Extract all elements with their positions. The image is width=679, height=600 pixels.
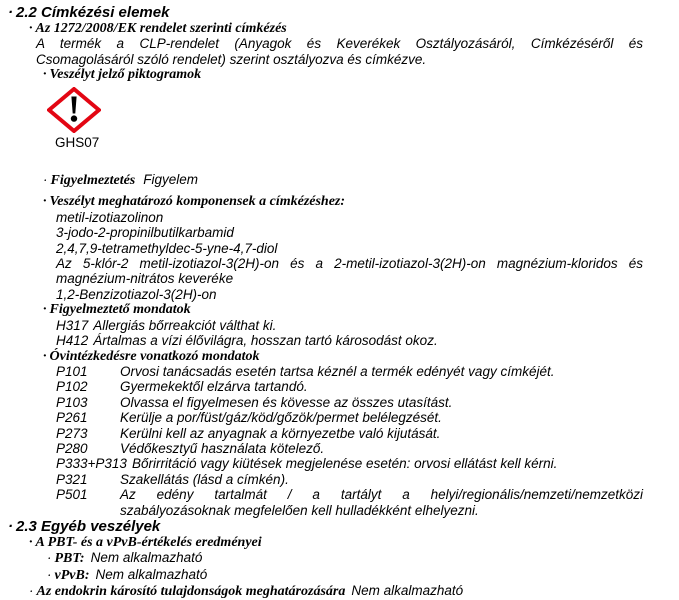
precautionary-statements-heading — [0, 349, 679, 364]
section-2-3-heading-text: 2.3 Egyéb veszélyek — [16, 517, 161, 535]
component-item: 2,4,7,9-tetramethyldec-5-yne-4,7-diol — [56, 240, 278, 256]
hazard-pictograms-heading — [0, 67, 679, 82]
section-2-2-heading — [0, 4, 679, 21]
p-statement-code: P261 — [56, 410, 88, 426]
p-statement-code: P102 — [56, 379, 88, 395]
p-statement-text: Olvassa el figyelmesen és kövesse az összes utasítást. — [120, 394, 453, 410]
p-statement-text: Kerülni kell az anyagnak a környezetbe való kijutását. — [120, 425, 441, 441]
p-statement-text: Védőkesztyű használata kötelező. — [120, 440, 325, 456]
bullet-marker: · — [43, 67, 47, 83]
section-2-2-heading-text: 2.2 Címkézési elemek — [16, 4, 170, 21]
h-statement-text: Allergiás bőrreakciót válthat ki. — [93, 317, 277, 333]
pbt-vpvb-heading-text: A PBT- és a vPvB-értékelés eredményei — [35, 534, 262, 550]
p-statement-code: P101 — [56, 363, 88, 379]
clp-body-line-1: A termék a CLP-rendelet (Anyagok és Keverékek Osztályozásáról, Címkézéséről és — [36, 36, 643, 52]
component-item: magnézium-nitrátos keveréke — [56, 271, 234, 287]
bullet-marker: · — [29, 534, 33, 550]
ghs07-code-label: GHS07 — [55, 134, 100, 150]
bullet-marker: · — [8, 517, 13, 535]
vpvb-result-row — [0, 567, 679, 583]
precautionary-statements-heading-text: Óvintézkedésre vonatkozó mondatok — [49, 348, 260, 364]
section-2-3-heading — [0, 518, 679, 535]
components-heading — [0, 194, 679, 209]
clp-regulation-heading-text: Az 1272/2008/EK rendelet szerinti címkézés — [35, 21, 287, 36]
signal-word-row — [0, 172, 679, 188]
bullet-marker: · — [43, 302, 47, 318]
signal-word-value: Figyelem — [143, 172, 199, 188]
bullet-marker: · — [47, 550, 52, 566]
ghs07-exclamation-icon — [47, 87, 101, 133]
p-statement-row — [0, 364, 679, 379]
clp-regulation-heading — [0, 21, 679, 36]
p-statement-row — [0, 395, 679, 410]
p-statement-text: Gyermekektől elzárva tartandó. — [120, 379, 308, 395]
p-statement-text — [120, 487, 643, 518]
bullet-marker: · — [29, 583, 34, 599]
bullet-marker: · — [43, 348, 47, 364]
bullet-marker: · — [8, 4, 13, 21]
p-statement-code: P280 — [56, 440, 88, 456]
p-statement-text: Orvosi tanácsadás esetén tartsa kéznél a termék edényét vagy címkéjét. — [120, 363, 555, 379]
clp-body-line-2: Csomagolásáról szóló rendelet) szerint osztályozva és címkézve. — [36, 51, 427, 67]
component-item: 1,2-Benzizotiazol-3(2H)-on — [56, 286, 217, 302]
p-statement-code: P273 — [56, 425, 88, 441]
h-statement-row — [0, 318, 679, 333]
p-statement-text: Kerülje a por/füst/gáz/köd/gőzök/permet belélegzését. — [120, 410, 442, 426]
p-statement-text: Bőrirritáció vagy kiütések megjelenése esetén: orvosi ellátást kell kérni. — [131, 456, 558, 472]
p501-line-1: Az edény tartalmát / a tartályt a helyi/regionális/nemzeti/nemzetközi — [120, 487, 643, 503]
pictogram-container — [0, 87, 679, 133]
h-statement-text: Ártalmas a vízi élővilágra, hosszan tartó károsodást okoz. — [93, 333, 438, 349]
component-item: metil-izotiazolinon — [56, 209, 164, 225]
p-statement-row — [0, 410, 679, 425]
endocrine-heading: Az endokrin károsító tulajdonságok meghatározására — [36, 584, 346, 600]
endocrine-row — [0, 583, 679, 599]
p-statement-code: P321 — [56, 471, 88, 487]
signal-word-heading: Figyelmeztetés — [50, 173, 136, 189]
p-statement-row — [0, 441, 679, 456]
hazard-pictograms-heading-text: Veszélyt jelző piktogramok — [49, 67, 202, 83]
h-statement-code: H317 — [56, 317, 89, 333]
bullet-marker: · — [43, 194, 47, 210]
p-statement-code: P501 — [56, 487, 88, 503]
vpvb-label: vPvB: — [54, 567, 90, 583]
p-statement-row — [0, 456, 679, 471]
p-statement-code: P333+P313 — [56, 456, 127, 472]
p-statement-code: P103 — [56, 394, 88, 410]
h-statement-code: H412 — [56, 333, 89, 349]
pbt-result-row — [0, 550, 679, 566]
hazard-statements-heading-text: Figyelmeztető mondatok — [49, 302, 191, 318]
p-statement-row — [0, 472, 679, 487]
component-item: Az 5-klór-2 metil-izotiazol-3(2H)-on és a 2-metil-izotiazol-3(2H)-on magnézium-kloridos és — [56, 256, 643, 272]
hazard-statements-heading — [0, 302, 679, 317]
component-item: 3-jodo-2-propinilbutilkarbamid — [56, 225, 234, 241]
components-heading-text: Veszélyt meghatározó komponensek a címkézéshez: — [49, 194, 346, 210]
p-statement-row — [0, 487, 679, 518]
bullet-marker: · — [29, 21, 33, 36]
p-statement-row — [0, 426, 679, 441]
vpvb-value: Nem alkalmazható — [95, 566, 208, 582]
bullet-marker: · — [47, 566, 52, 582]
pbt-vpvb-heading — [0, 535, 679, 550]
bullet-marker: · — [43, 172, 48, 188]
p-statement-row — [0, 379, 679, 394]
p501-line-2: szabályozásoknak megfelelően kell hulladékként elhelyezni. — [120, 502, 479, 518]
endocrine-value: Nem alkalmazható — [351, 583, 464, 599]
p-statement-text: Szakellátás (lásd a címkén). — [120, 471, 289, 487]
h-statement-row — [0, 333, 679, 348]
pbt-label: PBT: — [54, 551, 85, 567]
pbt-value: Nem alkalmazható — [90, 550, 203, 566]
